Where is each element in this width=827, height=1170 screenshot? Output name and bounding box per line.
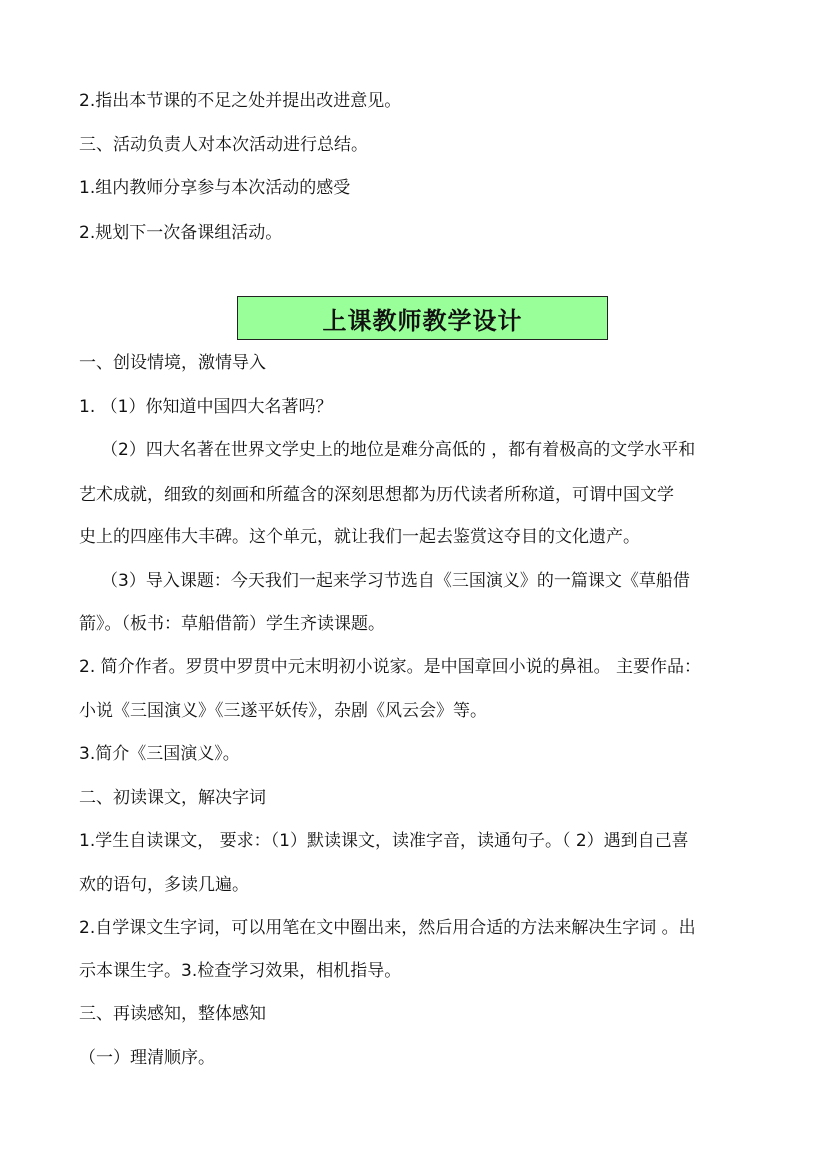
text-line: 2. 简介作者。罗贯中罗贯中元末明初小说家。是中国章回小说的鼻祖。 主要作品： — [79, 657, 702, 677]
text-line: 欢的语句，多读几遍。 — [79, 875, 249, 895]
text-line: 1.组内教师分享参与本次活动的感受 — [79, 178, 351, 198]
text-line: 艺术成就，细致的刻画和所蕴含的深刻思想都为历代读者所称道，可谓中国文学 — [79, 485, 674, 505]
section-title: 三、再读感知，整体感知 — [79, 1004, 266, 1024]
text-line: 示本课生字。3.检查学习效果，相机指导。 — [79, 961, 402, 981]
text-line: 1.学生自读课文， 要求：（1）默读课文，读准字音，读通句子。（ 2）遇到自己喜 — [79, 831, 689, 851]
text-line: 1. （1）你知道中国四大名著吗？ — [79, 397, 333, 417]
text-line: （2）四大名著在世界文学史上的地位是难分高低的 ，都有着极高的文学水平和 — [101, 440, 696, 460]
text-line: 箭》。（板书：草船借箭）学生齐读课题。 — [79, 614, 385, 634]
section-heading: 上课教师教学设计 — [322, 306, 523, 335]
text-line: 2.规划下一次备课组活动。 — [79, 223, 283, 243]
text-line: 三、活动负责人对本次活动进行总结。 — [79, 135, 368, 155]
section-heading-box — [237, 296, 608, 340]
text-line: 小说《三国演义》《三遂平妖传》，杂剧《风云会》等。 — [79, 701, 487, 721]
section-title: 二、初读课文，解决字词 — [79, 788, 266, 808]
text-line: 史上的四座伟大丰碑。这个单元，就让我们一起去鉴赏这夺目的文化遗产。 — [79, 527, 640, 547]
section-title: 一、创设情境，激情导入 — [79, 353, 266, 373]
text-line: （一）理清顺序。 — [79, 1048, 215, 1068]
text-line: 2.指出本节课的不足之处并提出改进意见。 — [79, 91, 402, 111]
text-line: 3.简介《三国演义》。 — [79, 744, 240, 764]
text-line: （3）导入课题：今天我们一起来学习节选自《三国演义》的一篇课文《草船借 — [101, 571, 690, 591]
text-line: 2.自学课文生字词，可以用笔在文中圈出来，然后用合适的方法来解决生字词 。出 — [79, 918, 696, 938]
